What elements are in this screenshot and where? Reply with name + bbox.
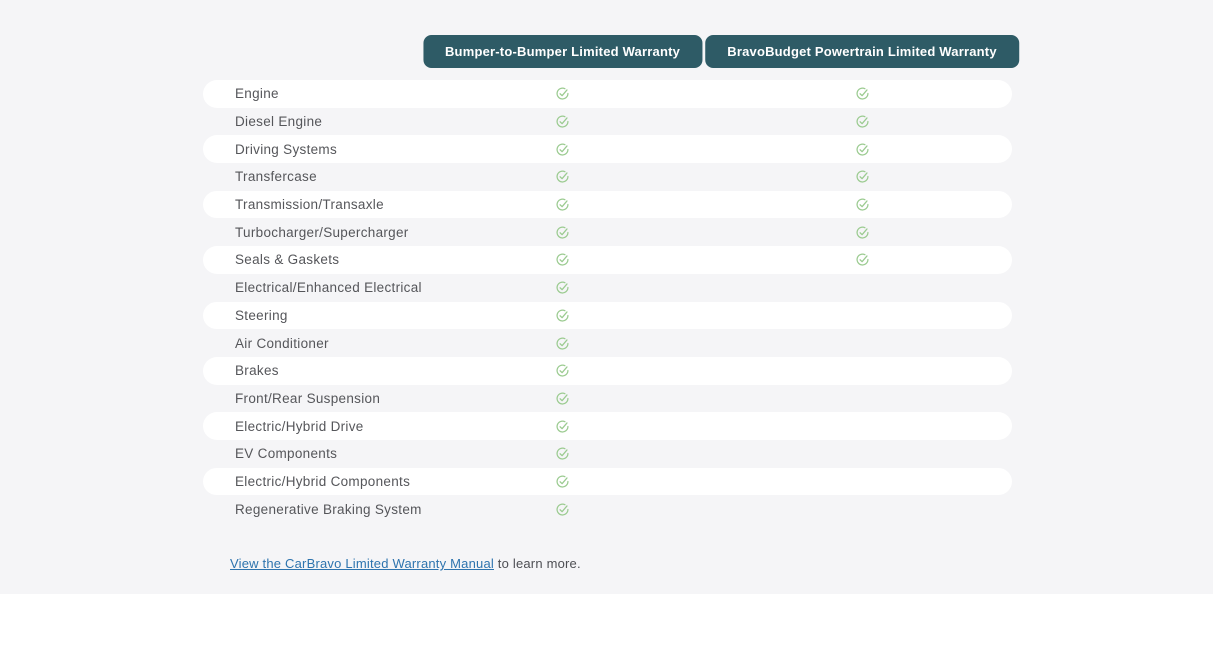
check-cell-bumper-to-bumper	[533, 495, 593, 523]
check-circle-icon	[555, 142, 570, 157]
table-row	[203, 302, 1012, 330]
row-label: Regenerative Braking System	[235, 501, 422, 517]
check-cell-powertrain	[832, 357, 892, 385]
check-circle-icon	[855, 114, 870, 129]
check-cell-bumper-to-bumper	[533, 468, 593, 496]
check-circle-icon	[555, 474, 570, 489]
check-cell-powertrain	[832, 495, 892, 523]
footer-note	[230, 556, 1213, 571]
check-cell-powertrain	[832, 385, 892, 413]
check-cell-powertrain	[832, 218, 892, 246]
check-cell-bumper-to-bumper	[533, 80, 593, 108]
row-label: Driving Systems	[235, 141, 338, 157]
row-label: Electrical/Enhanced Electrical	[235, 280, 422, 296]
table-row	[203, 274, 1012, 302]
check-cell-bumper-to-bumper	[533, 191, 593, 219]
check-cell-powertrain	[832, 191, 892, 219]
check-circle-icon	[555, 252, 570, 267]
check-circle-icon	[555, 446, 570, 461]
check-cell-powertrain	[832, 108, 892, 136]
check-cell-bumper-to-bumper	[533, 108, 593, 136]
row-label: Seals & Gaskets	[235, 252, 340, 268]
check-circle-icon	[855, 142, 870, 157]
check-circle-icon	[555, 86, 570, 101]
table-row	[203, 191, 1012, 219]
check-cell-powertrain	[832, 274, 892, 302]
check-cell-bumper-to-bumper	[533, 357, 593, 385]
check-circle-icon	[555, 280, 570, 295]
row-label: Air Conditioner	[235, 335, 329, 351]
check-cell-powertrain	[832, 468, 892, 496]
table-row	[203, 357, 1012, 385]
table-row	[203, 329, 1012, 357]
row-label: EV Components	[235, 446, 338, 462]
row-label: Electric/Hybrid Drive	[235, 418, 364, 434]
check-circle-icon	[555, 197, 570, 212]
check-cell-bumper-to-bumper	[533, 135, 593, 163]
table-row	[203, 412, 1012, 440]
check-cell-bumper-to-bumper	[533, 163, 593, 191]
check-cell-bumper-to-bumper	[533, 246, 593, 274]
check-cell-bumper-to-bumper	[533, 302, 593, 330]
check-cell-powertrain	[832, 80, 892, 108]
check-cell-bumper-to-bumper	[533, 218, 593, 246]
row-label: Transfercase	[235, 169, 317, 185]
footer-suffix-text: to learn more.	[493, 556, 581, 571]
table-row	[203, 385, 1012, 413]
check-circle-icon	[555, 502, 570, 517]
comparison-table	[203, 80, 1012, 523]
check-circle-icon	[555, 391, 570, 406]
check-circle-icon	[855, 169, 870, 184]
check-cell-powertrain	[832, 329, 892, 357]
check-cell-powertrain	[832, 440, 892, 468]
check-circle-icon	[555, 114, 570, 129]
table-row	[203, 440, 1012, 468]
check-cell-powertrain	[832, 246, 892, 274]
table-row	[203, 80, 1012, 108]
row-label: Front/Rear Suspension	[235, 390, 381, 406]
check-circle-icon	[555, 419, 570, 434]
check-circle-icon	[855, 225, 870, 240]
row-label: Diesel Engine	[235, 114, 323, 130]
table-row	[203, 218, 1012, 246]
column-header-powertrain: BravoBudget Powertrain Limited Warranty	[705, 35, 1019, 68]
row-label: Electric/Hybrid Components	[235, 473, 411, 489]
check-circle-icon	[555, 225, 570, 240]
row-label: Brakes	[235, 363, 279, 379]
check-circle-icon	[555, 169, 570, 184]
column-headers	[203, 35, 1012, 68]
check-cell-powertrain	[832, 135, 892, 163]
check-cell-bumper-to-bumper	[533, 385, 593, 413]
check-cell-bumper-to-bumper	[533, 440, 593, 468]
warranty-manual-link[interactable]: View the CarBravo Limited Warranty Manual	[230, 556, 494, 571]
row-label: Steering	[235, 307, 288, 323]
row-label: Transmission/Transaxle	[235, 197, 384, 213]
check-circle-icon	[855, 197, 870, 212]
check-cell-bumper-to-bumper	[533, 274, 593, 302]
table-row	[203, 163, 1012, 191]
table-row	[203, 246, 1012, 274]
check-circle-icon	[855, 86, 870, 101]
check-cell-powertrain	[832, 302, 892, 330]
check-cell-powertrain	[832, 163, 892, 191]
column-header-bumper-to-bumper: Bumper-to-Bumper Limited Warranty	[423, 35, 702, 68]
check-circle-icon	[555, 336, 570, 351]
check-circle-icon	[555, 308, 570, 323]
table-row	[203, 135, 1012, 163]
check-cell-bumper-to-bumper	[533, 329, 593, 357]
check-circle-icon	[855, 252, 870, 267]
row-label: Engine	[235, 86, 279, 102]
table-row	[203, 468, 1012, 496]
check-cell-bumper-to-bumper	[533, 412, 593, 440]
check-circle-icon	[555, 363, 570, 378]
row-label: Turbocharger/Supercharger	[235, 224, 409, 240]
check-cell-powertrain	[832, 412, 892, 440]
table-row	[203, 108, 1012, 136]
table-row	[203, 495, 1012, 523]
